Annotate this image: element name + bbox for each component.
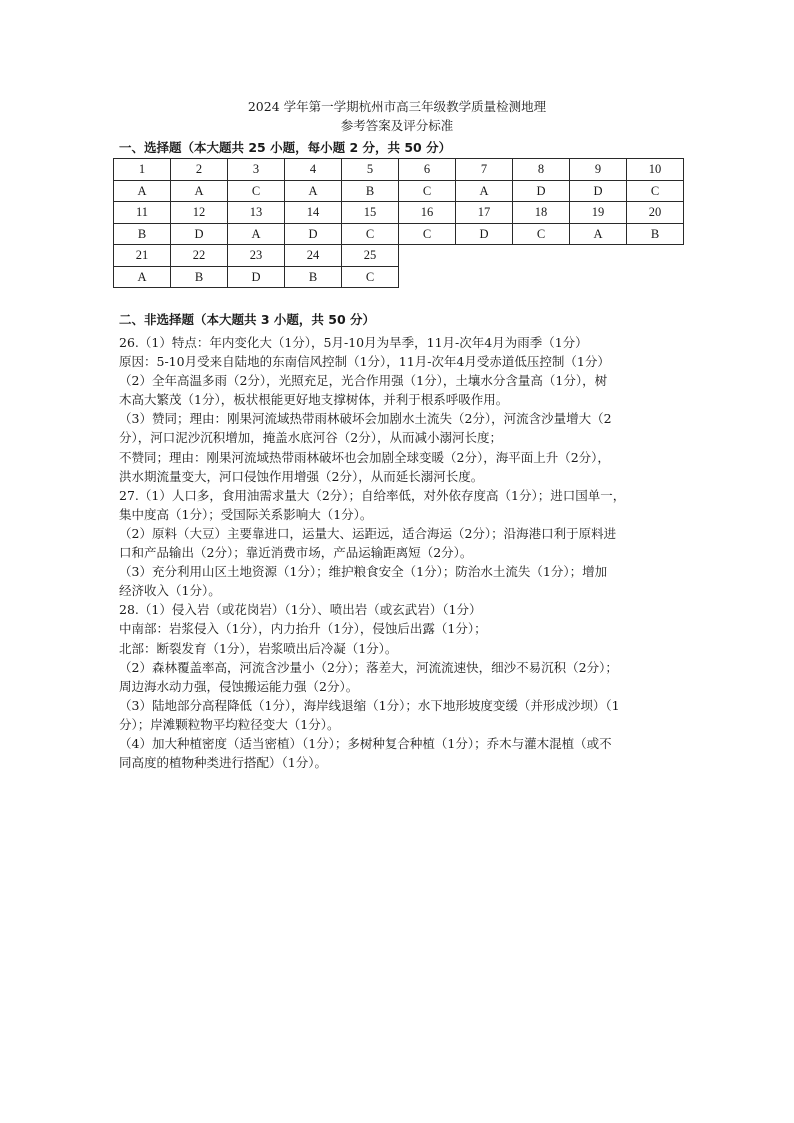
answer-cell: A	[456, 180, 513, 202]
answer-cell: C	[513, 223, 570, 245]
answer-cell: A	[228, 223, 285, 245]
answer-cell: A	[114, 180, 171, 202]
answer-line: （2）原料（大豆）主要靠进口，运量大、运距远，适合海运（2分）；沿海港口利于原料进	[119, 525, 617, 541]
answer-key-table	[113, 158, 684, 288]
empty-cell	[627, 266, 684, 288]
answer-cell: C	[342, 223, 399, 245]
empty-cell	[456, 266, 513, 288]
table-row	[114, 223, 684, 245]
answer-line: 经济收入（1分）。	[119, 583, 221, 599]
answer-line: （2）森林覆盖率高，河流含沙量小（2分）；落差大，河流流速快，细沙不易沉积（2分）；	[119, 659, 618, 675]
question-number-cell: 4	[285, 159, 342, 181]
answer-line: 不赞同；理由：刚果河流域热带雨林破坏也会加剧全球变暖（2分），海平面上升（2分），	[119, 449, 610, 465]
answer-cell: C	[342, 266, 399, 288]
answer-cell: C	[228, 180, 285, 202]
question-number-cell: 3	[228, 159, 285, 181]
answer-cell: A	[570, 223, 627, 245]
answer-line: 27.（1）人口多，食用油需求量大（2分）；自给率低，对外依存度高（1分）；进口国单一，	[119, 487, 626, 503]
question-number-cell: 15	[342, 202, 399, 224]
answer-cell: A	[114, 266, 171, 288]
answer-cell: D	[171, 223, 228, 245]
question-number-cell: 21	[114, 245, 171, 267]
answer-line: （3）赞同；理由：刚果河流域热带雨林破坏会加剧水土流失（2分），河流含沙量增大（2	[119, 411, 612, 427]
answer-cell: A	[171, 180, 228, 202]
table-row	[114, 266, 684, 288]
question-number-cell: 5	[342, 159, 399, 181]
empty-cell	[570, 266, 627, 288]
answer-line: （2）全年高温多雨（2分），光照充足，光合作用强（1分），土壤水分含量高（1分），树	[119, 373, 608, 389]
page-subtitle: 参考答案及评分标准	[340, 118, 454, 133]
empty-cell	[513, 245, 570, 267]
answer-cell: D	[285, 223, 342, 245]
answer-line: 洪水期流量变大，河口侵蚀作用增强（2分），从而延长溺河长度。	[119, 468, 484, 484]
question-number-cell: 6	[399, 159, 456, 181]
empty-cell	[570, 245, 627, 267]
answer-cell: A	[285, 180, 342, 202]
section-2-heading: 二、非选择题（本大题共 3 小题，共 50 分）	[119, 312, 376, 327]
answer-cell: B	[342, 180, 399, 202]
question-number-cell: 1	[114, 159, 171, 181]
answer-cell: D	[456, 223, 513, 245]
question-number-cell: 7	[456, 159, 513, 181]
question-number-cell: 10	[627, 159, 684, 181]
answer-line: 分），河口泥沙沉积增加，掩盖水底河谷（2分），从而减小溺河长度；	[119, 430, 502, 446]
question-number-cell: 20	[627, 202, 684, 224]
question-number-cell: 25	[342, 245, 399, 267]
page-title: 2024 学年第一学期杭州市高三年级教学质量检测地理	[247, 99, 547, 114]
empty-cell	[399, 245, 456, 267]
answer-line: 集中度高（1分）；受国际关系影响大（1分）。	[119, 506, 373, 522]
question-number-cell: 16	[399, 202, 456, 224]
answer-cell: C	[399, 223, 456, 245]
answer-cell: B	[285, 266, 342, 288]
question-number-cell: 2	[171, 159, 228, 181]
question-number-cell: 22	[171, 245, 228, 267]
question-number-cell: 17	[456, 202, 513, 224]
table-row	[114, 159, 684, 181]
answer-line: （3）陆地部分高程降低（1分），海岸线退缩（1分）；水下地形坡度变缓（并形成沙坝）（1	[119, 697, 620, 713]
answer-cell: D	[228, 266, 285, 288]
question-number-cell: 23	[228, 245, 285, 267]
answer-cell: C	[627, 180, 684, 202]
answer-line: 分）；岸滩颗粒物平均粒径变大（1分）。	[119, 716, 340, 732]
question-number-cell: 19	[570, 202, 627, 224]
answer-cell: C	[399, 180, 456, 202]
table-row	[114, 245, 684, 267]
question-number-cell: 11	[114, 202, 171, 224]
answer-line: 周边海水动力强，侵蚀搬运能力强（2分）。	[119, 678, 359, 694]
answer-line: 28.（1）侵入岩（或花岗岩）（1分）、喷出岩（或玄武岩）（1分）	[119, 602, 482, 618]
answer-line: 木高大繁茂（1分），板状根能更好地支撑树体，并利于根系呼吸作用。	[119, 392, 509, 408]
answer-line: 同高度的植物种类进行搭配）（1分）。	[119, 755, 327, 771]
empty-cell	[456, 245, 513, 267]
section-1-heading: 一、选择题（本大题共 25 小题，每小题 2 分，共 50 分）	[119, 140, 452, 155]
answer-cell: D	[513, 180, 570, 202]
answer-line: 中南部：岩浆侵入（1分），内力抬升（1分），侵蚀后出露（1分）；	[119, 621, 487, 637]
answer-cell: B	[114, 223, 171, 245]
answer-line: 口和产品输出（2分）；靠近消费市场，产品运输距离短（2分）。	[119, 545, 473, 561]
table-row	[114, 202, 684, 224]
answer-line: （4）加大种植密度（适当密植）（1分）；多树种复合种植（1分）；乔木与灌木混植（或不	[119, 735, 612, 751]
empty-cell	[627, 245, 684, 267]
question-number-cell: 24	[285, 245, 342, 267]
answer-body	[119, 333, 691, 772]
question-number-cell: 9	[570, 159, 627, 181]
empty-cell	[513, 266, 570, 288]
table-row	[114, 180, 684, 202]
answer-line: 原因：5-10月受来自陆地的东南信风控制（1分），11月-次年4月受赤道低压控制（1分）	[119, 354, 610, 370]
answer-cell: D	[570, 180, 627, 202]
answer-line: 26.（1）特点：年内变化大（1分），5月-10月为旱季，11月-次年4月为雨季（1分）	[119, 335, 588, 350]
question-number-cell: 18	[513, 202, 570, 224]
answer-line: （3）充分利用山区土地资源（1分）；维护粮食安全（1分）；防治水土流失（1分）；增加	[119, 564, 608, 580]
question-number-cell: 14	[285, 202, 342, 224]
answer-cell: B	[171, 266, 228, 288]
question-number-cell: 12	[171, 202, 228, 224]
empty-cell	[399, 266, 456, 288]
answer-cell: B	[627, 223, 684, 245]
question-number-cell: 13	[228, 202, 285, 224]
answer-line: 北部：断裂发育（1分），岩浆喷出后冷凝（1分）。	[119, 640, 398, 656]
question-number-cell: 8	[513, 159, 570, 181]
